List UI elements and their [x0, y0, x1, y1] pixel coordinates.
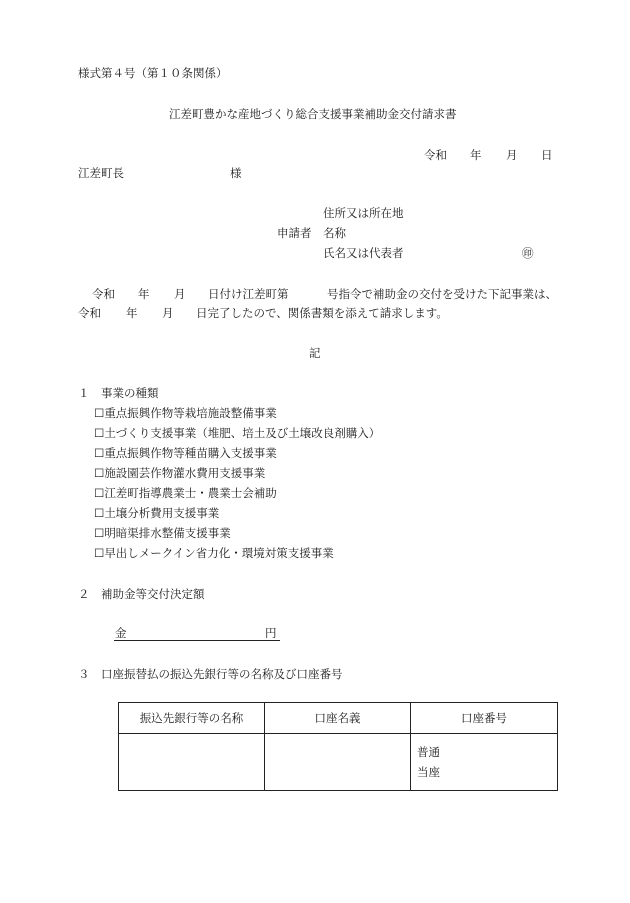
amount-underline [114, 640, 280, 641]
date-day: 日 [541, 148, 553, 162]
body-l1-era: 令和 [92, 287, 115, 301]
header-account-holder: 口座名義 [265, 703, 411, 734]
document-title: 江差町豊かな産地づくり総合支援事業補助金交付請求書 [169, 107, 457, 121]
body-l2-year: 年 [126, 306, 138, 320]
checkbox-icon[interactable]: ☐ [94, 406, 105, 420]
checkbox-icon[interactable]: ☐ [94, 466, 105, 480]
account-type-current: 当座 [417, 765, 440, 779]
ki-heading: 記 [309, 346, 321, 360]
recipient-suffix: 様 [230, 166, 242, 180]
account-number-cell[interactable] [411, 734, 558, 791]
business-option-label: 重点振興作物等種苗購入支援事業 [104, 446, 277, 460]
applicant-representative-label: 氏名又は代表者 [323, 246, 404, 260]
section3-heading: 口座振替払の振込先銀行等の名称及び口座番号 [101, 667, 343, 681]
recipient-name: 江差町長 [78, 166, 124, 180]
section1-number: １ [78, 386, 90, 400]
business-option-label: 早出しメークイン省力化・環境対策支援事業 [104, 546, 334, 560]
body-l1-text2: 号指令で補助金の交付を受けた下記事業は、 [327, 287, 557, 301]
date-month: 月 [506, 148, 518, 162]
section2-heading: 補助金等交付決定額 [101, 587, 205, 601]
table-row [119, 734, 558, 791]
checkbox-icon[interactable]: ☐ [94, 486, 105, 500]
applicant-label: 申請者 [277, 226, 312, 240]
business-option-label: 土壌分析費用支援事業 [104, 506, 220, 520]
section2-number: ２ [78, 587, 90, 601]
business-option[interactable] [94, 446, 277, 460]
amount-suffix: 円 [265, 626, 277, 640]
business-option-label: 重点振興作物等栽培施設整備事業 [104, 406, 277, 420]
business-option[interactable] [94, 486, 277, 500]
body-l1-month: 月 [174, 287, 186, 301]
business-option[interactable] [94, 506, 219, 520]
account-type-ordinary: 普通 [417, 745, 440, 759]
form-number: 様式第４号（第１０条関係） [78, 66, 228, 80]
body-l2-text: 日完了したので、関係書類を添えて請求します。 [196, 306, 448, 320]
business-option[interactable] [94, 426, 380, 440]
business-option[interactable] [94, 466, 265, 480]
applicant-name-label: 名称 [323, 226, 346, 240]
checkbox-icon[interactable]: ☐ [94, 546, 105, 560]
checkbox-icon[interactable]: ☐ [94, 446, 105, 460]
header-bank-name: 振込先銀行等の名称 [119, 703, 265, 734]
business-option-label: 明暗渠排水整備支援事業 [104, 526, 231, 540]
date-year: 年 [470, 148, 482, 162]
business-option-label: 江差町指導農業士・農業士会補助 [104, 486, 277, 500]
business-option[interactable] [94, 526, 231, 540]
body-l2-month: 月 [162, 306, 174, 320]
date-era: 令和 [424, 148, 447, 162]
body-l1-year: 年 [138, 287, 150, 301]
body-l1-text: 日付け江差町第 [208, 287, 289, 301]
seal-mark: ㊞ [522, 246, 534, 260]
bank-account-table [118, 702, 558, 791]
business-option-label: 施設園芸作物灌水費用支援事業 [104, 466, 266, 480]
table-header-row [119, 703, 558, 734]
checkbox-icon[interactable]: ☐ [94, 426, 105, 440]
business-option[interactable] [94, 546, 334, 560]
checkbox-icon[interactable]: ☐ [94, 506, 105, 520]
business-option-label: 土づくり支援事業（堆肥、培土及び土壌改良剤購入） [104, 426, 381, 440]
business-option[interactable] [94, 406, 277, 420]
section3-number: ３ [78, 667, 90, 681]
applicant-address-label: 住所又は所在地 [323, 206, 404, 220]
account-holder-cell[interactable] [265, 734, 411, 791]
header-account-number: 口座番号 [411, 703, 558, 734]
amount-prefix: 金 [115, 626, 127, 640]
body-l2-era: 令和 [78, 306, 101, 320]
section1-heading: 事業の種類 [101, 386, 159, 400]
checkbox-icon[interactable]: ☐ [94, 526, 105, 540]
bank-name-cell[interactable] [119, 734, 265, 791]
